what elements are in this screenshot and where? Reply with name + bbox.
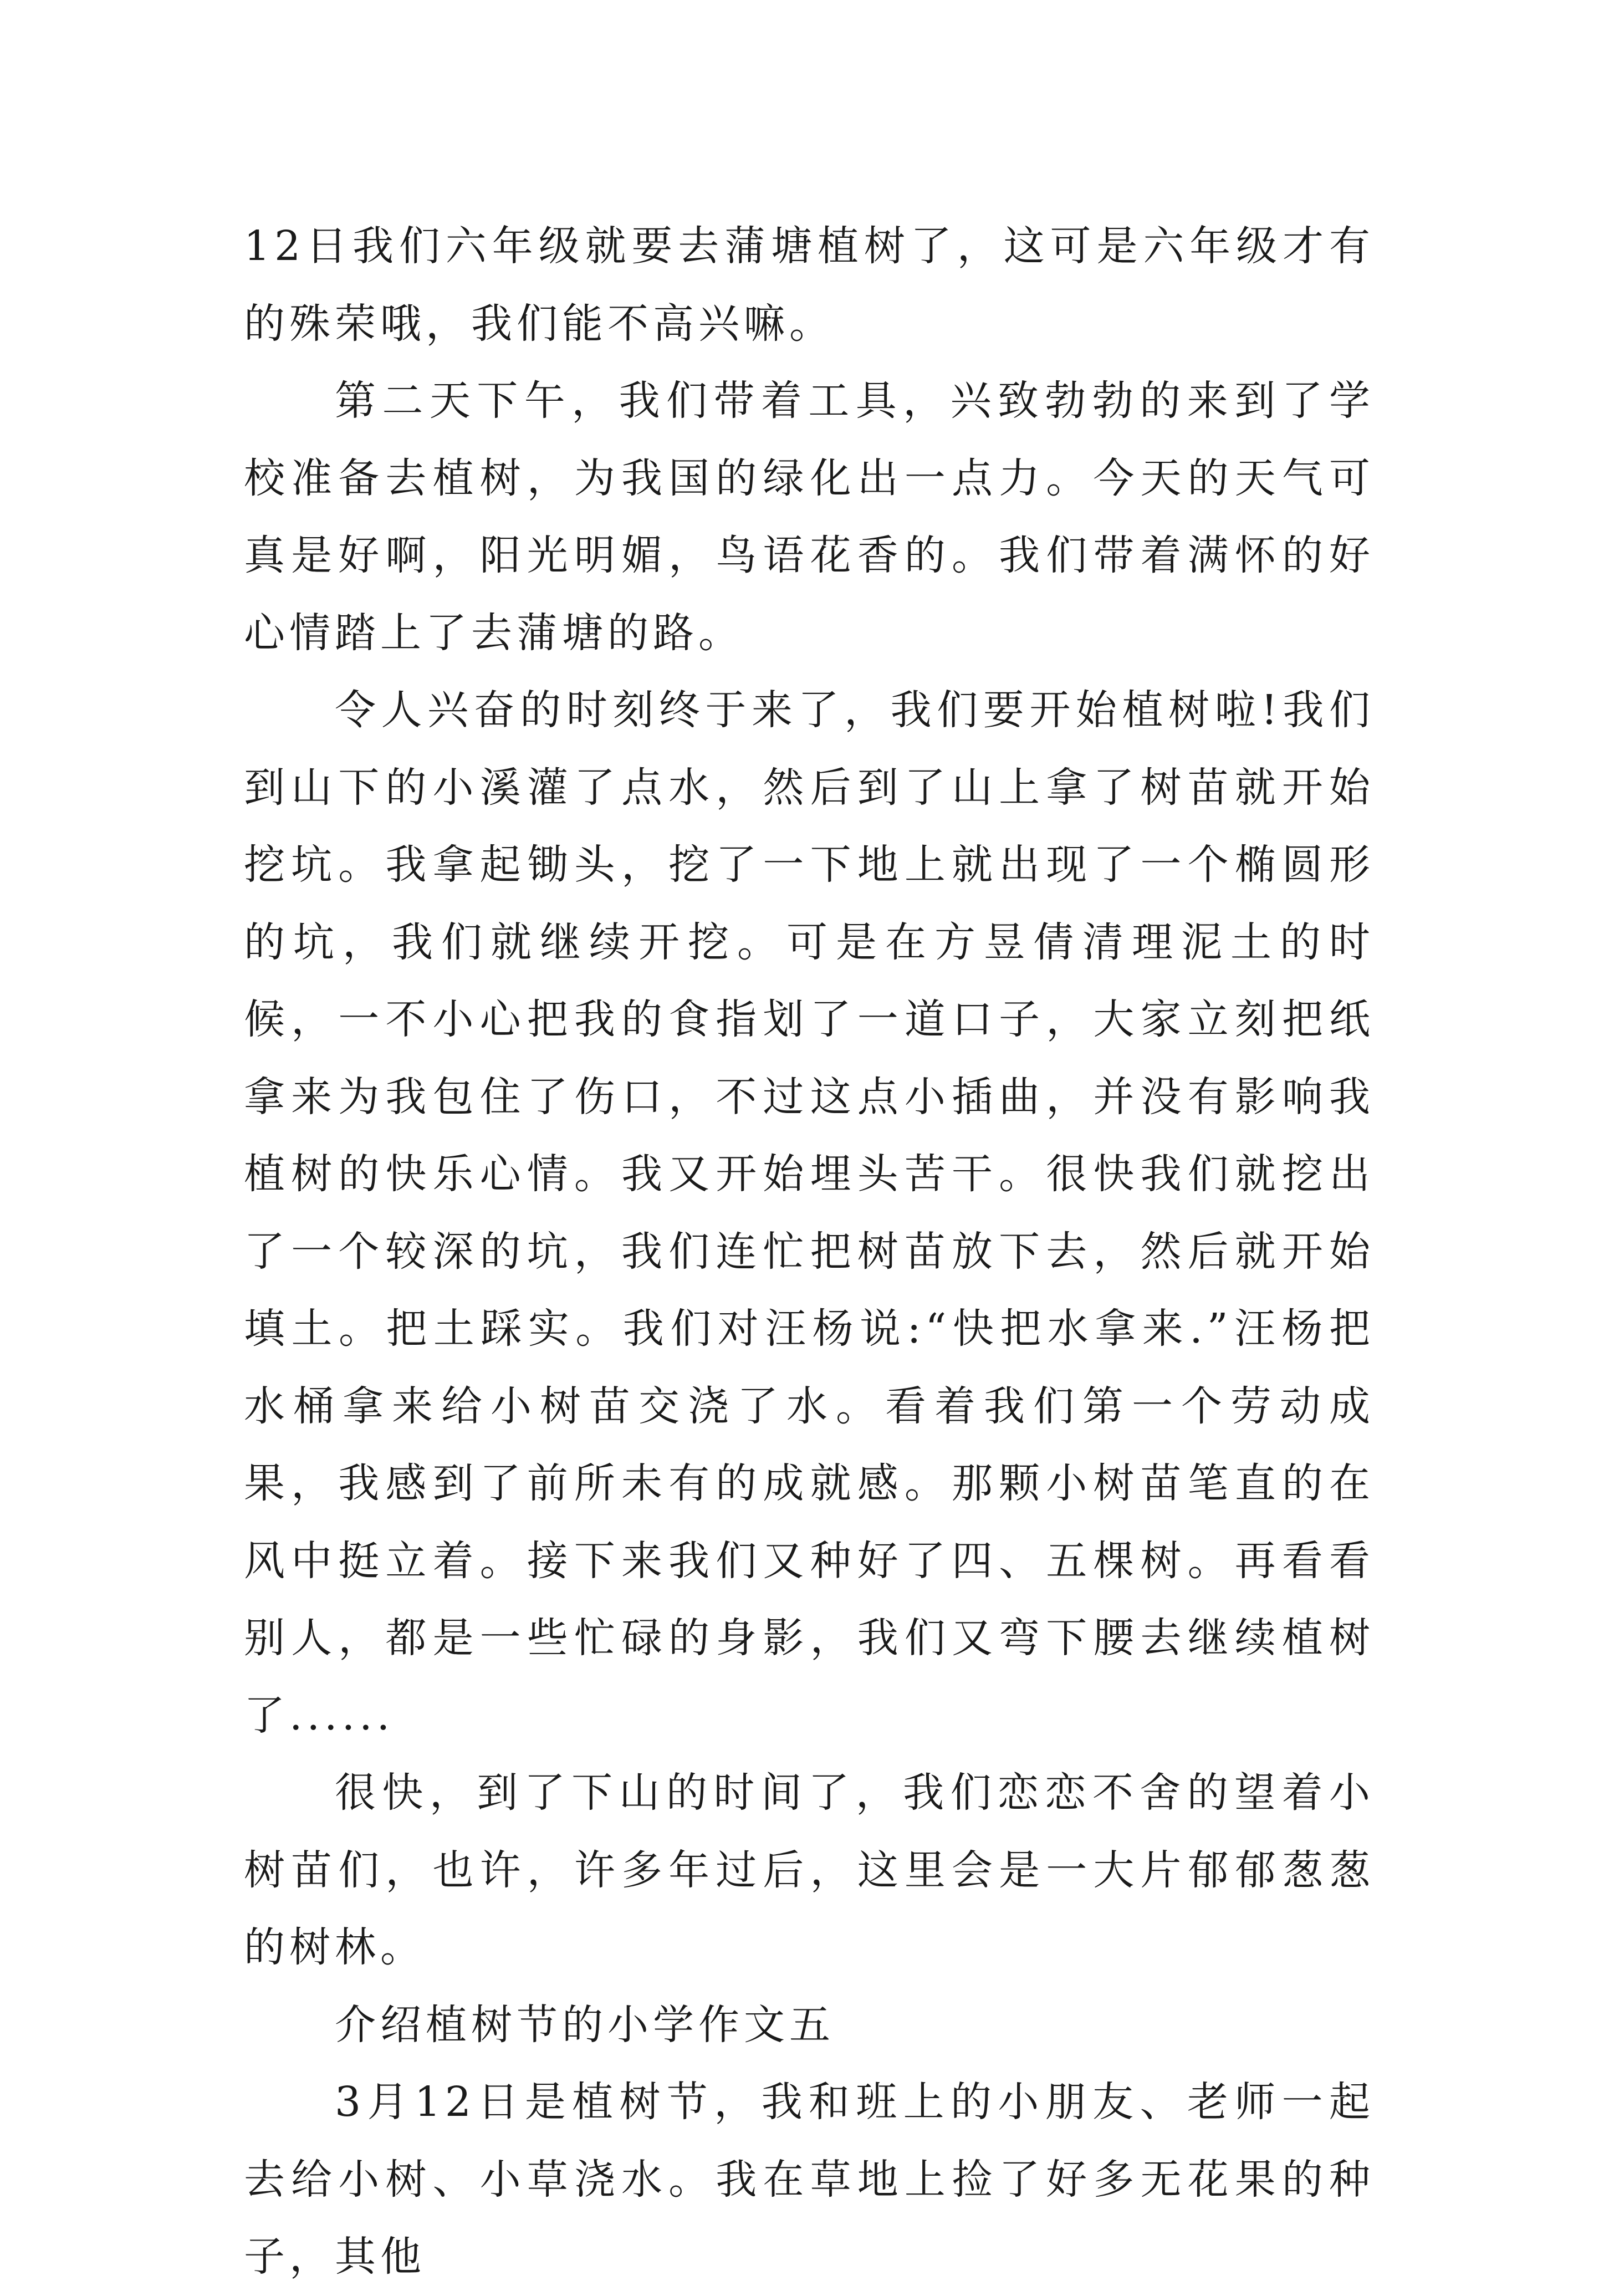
section-heading: 介绍植树节的小学作文五 [335, 2001, 835, 2049]
paragraph-5: 3月12日是植树节，我和班上的小朋友、老师一起去给小树、小草浇水。我在草地上捡了好多无花果的种子，其他 [244, 2078, 1375, 2280]
paragraph-3: 令人兴奋的时刻终于来了，我们要开始植树啦!我们到山下的小溪灌了点水，然后到了山上拿了树苗就开始挖坑。我拿起锄头，挖了一下地上就出现了一个椭圆形的坑，我们就继续开挖。可是在方昱倩清理泥土的时候，一不小心把我的食指划了一道口子，大家立刻把纸拿来为我包住了伤口，不过这点小插曲，并没有影响我植树的快乐心情。我又开始埋头苦干。很快我们就挖出了一个较深的坑，我们连忙把树苗放下去，然后就开始填土。把土踩实。我们对汪杨说:“快把水拿来.”汪杨把水桶拿来给小树苗交浇了水。看着我们第一个劳动成果，我感到了前所未有的成就感。那颗小树苗笔直的在风中挺立着。接下来我们又种好了四、五棵树。再看看别人，都是一些忙碌的身影，我们又弯下腰去继续植树了...... [244, 686, 1375, 1739]
paragraph-2: 第二天下午，我们带着工具，兴致勃勃的来到了学校准备去植树，为我国的绿化出一点力。今天的天气可真是好啊，阳光明媚，鸟语花香的。我们带着满怀的好心情踏上了去蒲塘的路。 [244, 377, 1375, 657]
paragraph-1: 12日我们六年级就要去蒲塘植树了，这可是六年级才有的殊荣哦，我们能不高兴嘛。 [244, 222, 1375, 348]
paragraph-4: 很快，到了下山的时间了，我们恋恋不舍的望着小树苗们，也许，许多年过后，这里会是一大片郁郁葱葱的树林。 [244, 1769, 1375, 1971]
document-body [244, 208, 1375, 2296]
